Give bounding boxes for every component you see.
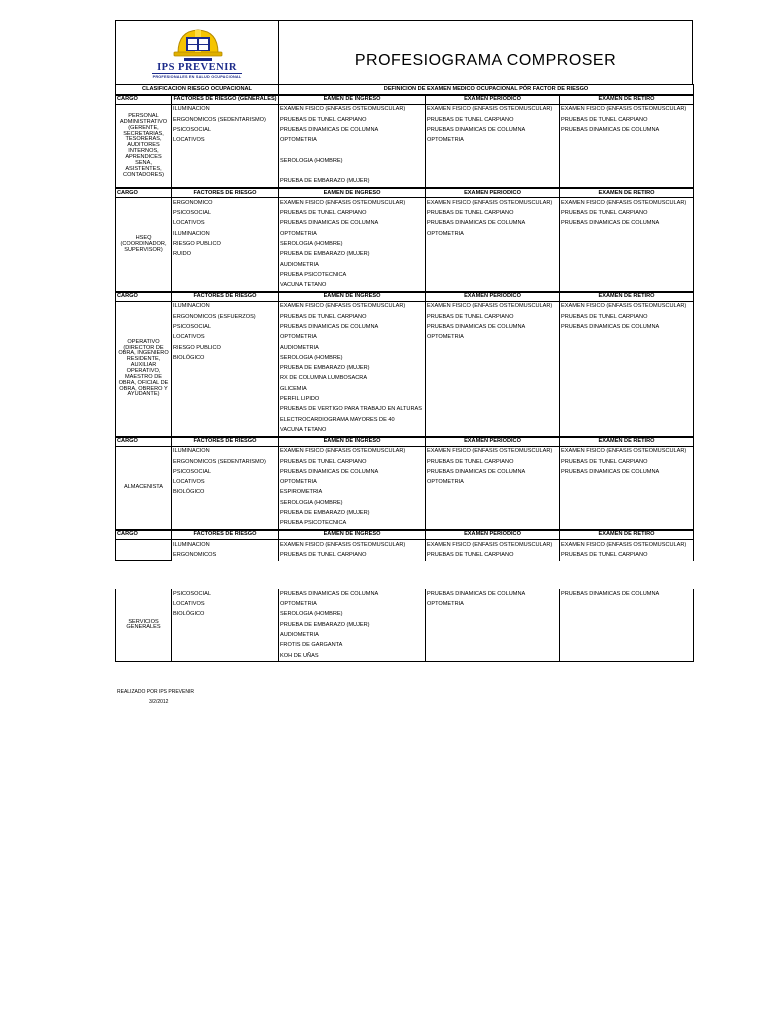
table-cell	[172, 281, 279, 292]
table-cell: ILUMINACION	[172, 540, 279, 551]
table-cell	[560, 509, 694, 519]
table-cell: SEROLOGIA (HOMBRE)	[279, 156, 426, 166]
column-header: CARGO	[116, 95, 172, 105]
column-header: EXAMEN PERIODICO	[426, 95, 560, 105]
table-row	[116, 250, 694, 260]
table-cell: OPTOMETRIA	[279, 229, 426, 239]
table-cell: PRUEBAS DE TUNEL CARPIANO	[426, 551, 560, 561]
table-row	[116, 468, 694, 478]
table-row	[116, 323, 694, 333]
table-cell	[426, 415, 560, 425]
column-header: EXAMEN DE RETIRO	[560, 437, 694, 447]
table-cell: ILUMINACION	[172, 302, 279, 313]
table-cell	[560, 250, 694, 260]
table-cell: PRUEBAS DE TUNEL CARPIANO	[279, 209, 426, 219]
table-row	[116, 384, 694, 394]
column-header: FACTORES DE RIESGO	[172, 292, 279, 302]
table-cell: EXAMEN FISICO (ENFASIS OSTEOMUSCULAR)	[279, 198, 426, 209]
table-cell: PRUEBAS DE VERTIGO PARA TRABAJO EN ALTURAS	[279, 405, 426, 415]
table-cell	[560, 426, 694, 437]
table-cell: SEROLOGIA (HOMBRE)	[279, 610, 426, 620]
table-cell: PRUEBAS DINAMICAS DE COLUMNA	[426, 468, 560, 478]
footer-date: 3/2/2012	[149, 699, 169, 705]
table-row	[116, 551, 694, 561]
table-cell	[560, 270, 694, 280]
table-cell	[560, 488, 694, 498]
page-title: PROFESIOGRAMA COMPROSER	[354, 52, 617, 69]
table-row	[116, 270, 694, 280]
column-header: EAMEN DE INGRESO	[279, 188, 426, 198]
table-row	[116, 540, 694, 551]
table-cell: LOCATIVOS	[172, 219, 279, 229]
table-cell	[426, 631, 560, 641]
column-header: CARGO	[116, 437, 172, 447]
table-cell: PRUEBAS DINAMICAS DE COLUMNA	[560, 219, 694, 229]
table-cell: PRUEBAS DINAMICAS DE COLUMNA	[560, 323, 694, 333]
table-cell: PRUEBAS DINAMICAS DE COLUMNA	[279, 219, 426, 229]
table-cell: OPTOMETRIA	[279, 333, 426, 343]
table-cell: OPTOMETRIA	[426, 136, 560, 146]
table-row	[116, 167, 694, 177]
table-cell: OPTOMETRIA	[279, 600, 426, 610]
table-row	[116, 446, 694, 457]
table-cell: PRUEBA DE EMBARAZO (MUJER)	[279, 364, 426, 374]
table-row	[116, 395, 694, 405]
table-cell	[426, 519, 560, 530]
column-header: FACTORES DE RIESGO	[172, 530, 279, 540]
table-cell: PRUEBAS DINAMICAS DE COLUMNA	[279, 468, 426, 478]
table-cell	[172, 395, 279, 405]
table-cell: PRUEBAS DE TUNEL CARPIANO	[560, 457, 694, 467]
helmet-logo-icon	[172, 25, 224, 63]
table-cell: ESPIROMETRIA	[279, 488, 426, 498]
table-cell	[426, 281, 560, 292]
table-cell	[560, 281, 694, 292]
table-cell: EXAMEN FISICO (ENFASIS OSTEOMUSCULAR)	[426, 540, 560, 551]
table-cell	[426, 354, 560, 364]
table-cell: PRUEBAS DINAMICAS DE COLUMNA	[279, 323, 426, 333]
column-header: FACTORES DE RIESGO (GENERALES)	[172, 95, 279, 105]
table-cell	[426, 498, 560, 508]
table-row	[116, 651, 694, 662]
table-cell: EXAMEN FISICO (ENFASIS OSTEOMUSCULAR)	[426, 302, 560, 313]
column-header: EXAMEN DE RETIRO	[560, 292, 694, 302]
table-cell: PRUEBAS DE TUNEL CARPIANO	[279, 457, 426, 467]
table-cell: VACUNA TETANO	[279, 426, 426, 437]
table-cell	[426, 260, 560, 270]
table-cell: RIESGO PUBLICO	[172, 240, 279, 250]
table-row	[116, 229, 694, 239]
table-cell	[172, 374, 279, 384]
table-cell: PRUEBA DE EMBARAZO (MUJER)	[279, 250, 426, 260]
table-row	[116, 426, 694, 437]
table-cell	[560, 478, 694, 488]
table-cell	[426, 250, 560, 260]
table-cell: VACUNA TETANO	[279, 281, 426, 292]
column-header: EXAMEN DE RETIRO	[560, 188, 694, 198]
table-cell: PRUEBAS DINAMICAS DE COLUMNA	[426, 126, 560, 136]
table-cell: AUDIOMETRIA	[279, 260, 426, 270]
table-row	[116, 354, 694, 364]
table-cell: AUDIOMETRIA	[279, 343, 426, 353]
table-cell: ERGONOMICOS (SEDENTARISMO)	[172, 457, 279, 467]
table-cell: RX DE COLUMNA LUMBOSACRA	[279, 374, 426, 384]
table-cell: OPTOMETRIA	[426, 229, 560, 239]
table-cell: EXAMEN FISICO (ENFASIS OSTEOMUSCULAR)	[426, 105, 560, 116]
table-cell: ERGONOMICOS	[172, 551, 279, 561]
table-row	[116, 198, 694, 209]
column-header: EXAMEN PERIODICO	[426, 437, 560, 447]
table-cell: ELECTROCARDIOGRAMA MAYORES DE 40	[279, 415, 426, 425]
table-cell: PRUEBAS DE TUNEL CARPIANO	[426, 457, 560, 467]
title-cell	[279, 21, 692, 84]
table-cell	[426, 488, 560, 498]
table-cell	[172, 146, 279, 156]
table-cell	[172, 509, 279, 519]
table-cell	[172, 156, 279, 166]
table-cell	[426, 146, 560, 156]
table-row	[116, 136, 694, 146]
table-cell	[426, 270, 560, 280]
table-cell: PRUEBAS DE TUNEL CARPIANO	[560, 312, 694, 322]
table-cell: PERFIL LIPIDO	[279, 395, 426, 405]
table-row	[116, 509, 694, 519]
table-cell	[426, 364, 560, 374]
table-cell: OPTOMETRIA	[426, 478, 560, 488]
table-cell	[172, 519, 279, 530]
classification-row	[116, 85, 694, 96]
table-cell	[560, 498, 694, 508]
cargo-cell: ALMACENISTA	[116, 446, 172, 530]
table-cell: PRUEBA PSICOTECNICA	[279, 519, 426, 530]
table-cell: PRUEBAS DE TUNEL CARPIANO	[560, 115, 694, 125]
table-cell	[426, 509, 560, 519]
table-cell: PRUEBAS DINAMICAS DE COLUMNA	[560, 468, 694, 478]
table-cell	[560, 364, 694, 374]
table-cell	[560, 343, 694, 353]
table-cell	[426, 395, 560, 405]
table-cell	[560, 240, 694, 250]
table-cell: ERGONOMICOS (ESFUERZOS)	[172, 312, 279, 322]
table-cell	[172, 260, 279, 270]
table-cell: PRUEBAS DE TUNEL CARPIANO	[279, 551, 426, 561]
table-cell: ERGONOMICOS (SEDENTARISMO)	[172, 115, 279, 125]
table-row	[116, 302, 694, 313]
table-cell	[560, 620, 694, 630]
column-header: FACTORES DE RIESGO	[172, 437, 279, 447]
column-header: EAMEN DE INGRESO	[279, 437, 426, 447]
column-header: CARGO	[116, 188, 172, 198]
column-header: EXAMEN DE RETIRO	[560, 95, 694, 105]
table-row	[116, 488, 694, 498]
gap-cell	[116, 561, 694, 590]
table-cell	[560, 600, 694, 610]
table-cell	[560, 177, 694, 188]
table-row	[116, 631, 694, 641]
table-cell: FROTIS DE GARGANTA	[279, 641, 426, 651]
table-cell: EXAMEN FISICO (ENFASIS OSTEOMUSCULAR)	[279, 105, 426, 116]
table-cell: EXAMEN FISICO (ENFASIS OSTEOMUSCULAR)	[560, 446, 694, 457]
classification-label: CLASIFICACION RIESGO OCUPACIONAL	[116, 85, 279, 96]
table-cell: PRUEBAS DE TUNEL CARPIANO	[279, 115, 426, 125]
table-cell: PRUEBAS DE TUNEL CARPIANO	[426, 115, 560, 125]
table-cell: PRUEBA PSICOTECNICA	[279, 270, 426, 280]
table-cell: LOCATIVOS	[172, 136, 279, 146]
table-cell: PRUEBAS DE TUNEL CARPIANO	[279, 312, 426, 322]
table-cell: EXAMEN FISICO (ENFASIS OSTEOMUSCULAR)	[560, 302, 694, 313]
section-header-row	[116, 530, 694, 540]
section-header-row	[116, 292, 694, 302]
table-cell: PSICOSOCIAL	[172, 468, 279, 478]
table-cell	[172, 620, 279, 630]
table-cell	[426, 620, 560, 630]
table-cell	[560, 415, 694, 425]
table-row	[116, 478, 694, 488]
table-row	[116, 415, 694, 425]
table-cell	[426, 426, 560, 437]
cargo-cell: PERSONAL ADMINISTRATIVO (GERENTE, SECRETARIAS, TESORERAS, AUDITORES INTERNOS, APRENDICES SENA, ASISTENTES, CONTADORES)	[116, 105, 172, 189]
table-cell	[560, 229, 694, 239]
table-row	[116, 374, 694, 384]
table-cell	[560, 631, 694, 641]
table-cell: PRUEBA DE EMBARAZO (MUJER)	[279, 509, 426, 519]
table-cell	[172, 384, 279, 394]
column-header: CARGO	[116, 292, 172, 302]
table-cell	[560, 136, 694, 146]
table-cell: EXAMEN FISICO (ENFASIS OSTEOMUSCULAR)	[560, 105, 694, 116]
table-cell	[172, 167, 279, 177]
table-cell	[426, 177, 560, 188]
profesiograma-table	[115, 84, 694, 662]
table-cell	[560, 156, 694, 166]
section-header-row	[116, 188, 694, 198]
cargo-cell: HSEQ (COORDINADOR, SUPERVISOR)	[116, 198, 172, 292]
table-row	[116, 343, 694, 353]
table-cell: PRUEBAS DINAMICAS DE COLUMNA	[279, 126, 426, 136]
table-cell	[426, 240, 560, 250]
column-header: EAMEN DE INGRESO	[279, 292, 426, 302]
table-cell: EXAMEN FISICO (ENFASIS OSTEOMUSCULAR)	[426, 198, 560, 209]
table-cell: GLICEMIA	[279, 384, 426, 394]
table-cell	[560, 260, 694, 270]
table-cell	[560, 519, 694, 530]
table-row	[116, 457, 694, 467]
table-cell: PSICOSOCIAL	[172, 589, 279, 599]
table-row	[116, 281, 694, 292]
table-cell: PRUEBAS DE TUNEL CARPIANO	[560, 551, 694, 561]
table-cell: LOCATIVOS	[172, 333, 279, 343]
table-cell: ILUMINACION	[172, 105, 279, 116]
table-cell: PRUEBAS DINAMICAS DE COLUMNA	[560, 589, 694, 599]
table-row	[116, 126, 694, 136]
table-cell: EXAMEN FISICO (ENFASIS OSTEOMUSCULAR)	[279, 302, 426, 313]
table-cell: AUDIOMETRIA	[279, 631, 426, 641]
table-cell: PRUEBAS DINAMICAS DE COLUMNA	[426, 219, 560, 229]
section-header-row	[116, 437, 694, 447]
table-cell	[426, 167, 560, 177]
table-cell: RUIDO	[172, 250, 279, 260]
table-cell: SEROLOGIA (HOMBRE)	[279, 240, 426, 250]
logo-name: IPS PREVENIR	[157, 62, 237, 73]
table-cell: OPTOMETRIA	[279, 478, 426, 488]
table-row	[116, 620, 694, 630]
table-row	[116, 156, 694, 166]
table-cell	[172, 631, 279, 641]
table-cell: PRUEBA DE EMBARAZO (MUJER)	[279, 620, 426, 630]
table-cell	[560, 384, 694, 394]
column-header: EAMEN DE INGRESO	[279, 95, 426, 105]
table-cell	[560, 641, 694, 651]
table-row	[116, 405, 694, 415]
document-header	[115, 20, 693, 84]
table-cell	[172, 405, 279, 415]
table-cell: ILUMINACION	[172, 446, 279, 457]
column-header: EXAMEN PERIODICO	[426, 188, 560, 198]
table-cell	[172, 641, 279, 651]
table-cell: PSICOSOCIAL	[172, 126, 279, 136]
table-row	[116, 589, 694, 599]
table-cell: OPTOMETRIA	[426, 600, 560, 610]
table-row	[116, 600, 694, 610]
table-cell	[426, 374, 560, 384]
table-cell: KOH DE UÑAS	[279, 651, 426, 662]
table-cell	[172, 270, 279, 280]
table-cell: PSICOSOCIAL	[172, 209, 279, 219]
cargo-cell: OPERATIVO (DIRECTOR DE OBRA, INGENIERO RESIDENTE, AUXILIAR OPERATIVO, MAESTRO DE OBRA, OFICIAL DE OBRA, OBRERO Y AYUDANTE)	[116, 302, 172, 437]
table-row	[116, 146, 694, 156]
table-cell	[426, 343, 560, 353]
table-cell	[560, 395, 694, 405]
table-cell: BIOLÓGICO	[172, 354, 279, 364]
table-cell	[560, 405, 694, 415]
page-break-gap	[116, 561, 694, 590]
table-cell	[560, 167, 694, 177]
table-cell: EXAMEN FISICO (ENFASIS OSTEOMUSCULAR)	[426, 446, 560, 457]
table-cell: SEROLOGIA (HOMBRE)	[279, 498, 426, 508]
table-cell: LOCATIVOS	[172, 600, 279, 610]
definition-label: DEFINICION DE EXAMEN MEDICO OCUPACIONAL PÓR FACTOR DE RIESGO	[279, 85, 694, 96]
table-row	[116, 312, 694, 322]
table-cell: PRUEBAS DINAMICAS DE COLUMNA	[560, 126, 694, 136]
table-row	[116, 333, 694, 343]
table-row	[116, 610, 694, 620]
table-cell: EXAMEN FISICO (ENFASIS OSTEOMUSCULAR)	[279, 540, 426, 551]
table-cell	[172, 177, 279, 188]
table-cell: BIOLÓGICO	[172, 610, 279, 620]
table-cell: EXAMEN FISICO (ENFASIS OSTEOMUSCULAR)	[560, 540, 694, 551]
table-cell	[426, 651, 560, 662]
table-row	[116, 209, 694, 219]
table-row	[116, 115, 694, 125]
table-row	[116, 219, 694, 229]
column-header: FACTORES DE RIESGO	[172, 188, 279, 198]
table-cell: PSICOSOCIAL	[172, 323, 279, 333]
table-cell	[279, 167, 426, 177]
table-cell: PRUEBAS DINAMICAS DE COLUMNA	[426, 589, 560, 599]
footer-made-by: REALIZADO POR IPS PREVENIR	[117, 689, 194, 695]
table-cell	[172, 415, 279, 425]
table-cell	[426, 405, 560, 415]
table-cell	[560, 374, 694, 384]
table-cell: PRUEBAS DE TUNEL CARPIANO	[560, 209, 694, 219]
table-cell	[426, 610, 560, 620]
table-cell: ERGONOMICO	[172, 198, 279, 209]
column-header: EXAMEN PERIODICO	[426, 292, 560, 302]
table-cell	[426, 156, 560, 166]
table-cell	[560, 651, 694, 662]
table-cell	[279, 146, 426, 156]
table-row	[116, 498, 694, 508]
section-header-row	[116, 95, 694, 105]
table-cell	[426, 384, 560, 394]
profesiograma-sheet	[115, 20, 693, 662]
table-cell	[172, 364, 279, 374]
table-cell: PRUEBAS DINAMICAS DE COLUMNA	[279, 589, 426, 599]
table-cell: PRUEBAS DINAMICAS DE COLUMNA	[426, 323, 560, 333]
table-cell: BIOLÓGICO	[172, 488, 279, 498]
table-cell: EXAMEN FISICO (ENFASIS OSTEOMUSCULAR)	[560, 198, 694, 209]
table-cell	[172, 498, 279, 508]
table-cell: PRUEBAS DE TUNEL CARPIANO	[426, 209, 560, 219]
table-cell: OPTOMETRIA	[426, 333, 560, 343]
table-cell: EXAMEN FISICO (ENFASIS OSTEOMUSCULAR)	[279, 446, 426, 457]
cargo-cell-empty	[116, 540, 172, 561]
cargo-cell: SERVICIOS GENERALES	[116, 589, 172, 662]
logo-subtitle: PROFESIONALES EN SALUD OCUPACIONAL	[152, 75, 242, 79]
table-cell: SEROLOGIA (HOMBRE)	[279, 354, 426, 364]
table-cell: PRUEBAS DE TUNEL CARPIANO	[426, 312, 560, 322]
table-cell	[172, 426, 279, 437]
table-row	[116, 260, 694, 270]
table-cell	[172, 651, 279, 662]
table-row	[116, 105, 694, 116]
table-row	[116, 519, 694, 530]
column-header: EXAMEN DE RETIRO	[560, 530, 694, 540]
table-row	[116, 641, 694, 651]
table-cell	[426, 641, 560, 651]
column-header: EXAMEN PERIODICO	[426, 530, 560, 540]
column-header: CARGO	[116, 530, 172, 540]
table-cell: RIESGO PUBLICO	[172, 343, 279, 353]
table-cell: PRUEBA DE EMBARAZO (MUJER)	[279, 177, 426, 188]
table-row	[116, 364, 694, 374]
table-cell: ILUMINACION	[172, 229, 279, 239]
table-cell	[560, 146, 694, 156]
logo-cell	[116, 21, 279, 84]
table-row	[116, 177, 694, 188]
table-cell: LOCATIVOS	[172, 478, 279, 488]
table-row	[116, 240, 694, 250]
logo-divider	[152, 73, 242, 74]
table-cell	[560, 610, 694, 620]
table-cell: OPTOMETRIA	[279, 136, 426, 146]
table-cell	[560, 354, 694, 364]
column-header: EAMEN DE INGRESO	[279, 530, 426, 540]
table-cell	[560, 333, 694, 343]
